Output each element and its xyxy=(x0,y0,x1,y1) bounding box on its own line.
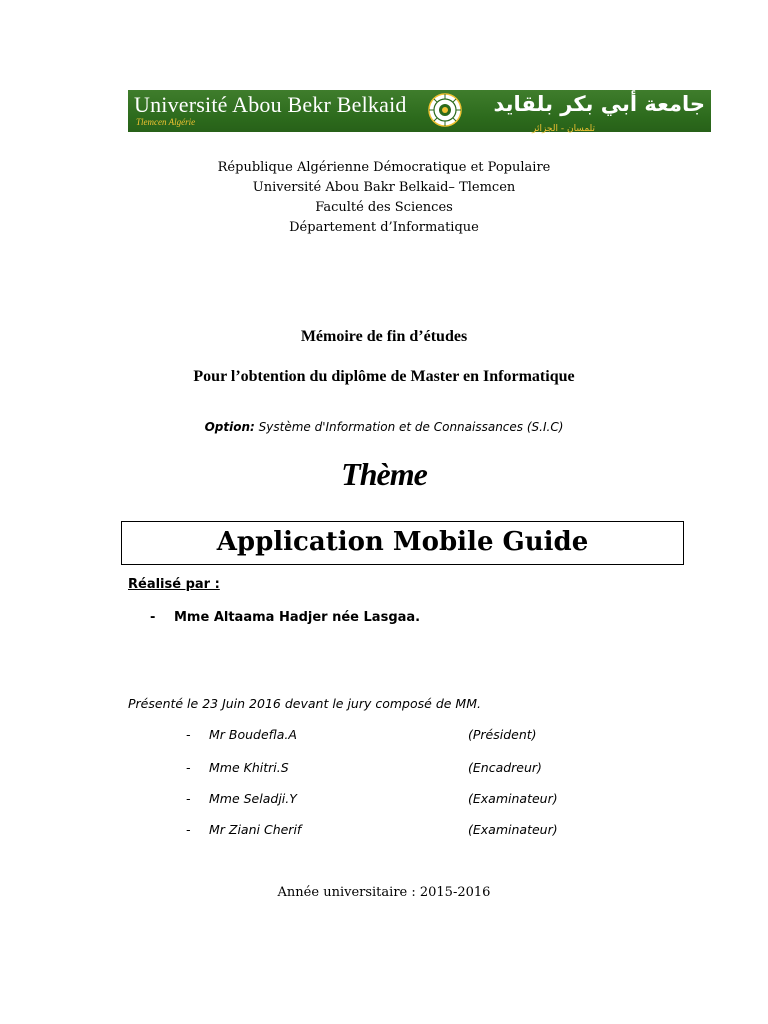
university-seal-icon xyxy=(423,92,467,128)
banner-city-ar: تلمسان - الجزائر xyxy=(532,124,596,134)
banner-university-name-ar: جامعة أبي بكر بلقايد xyxy=(493,92,705,116)
jury-member-role: (Président) xyxy=(468,727,537,742)
institution-line-faculty: Faculté des Sciences xyxy=(315,200,453,215)
institution-line-university: Université Abou Bakr Belkaid– Tlemcen xyxy=(252,180,516,195)
banner-city-fr: Tlemcen Algérie xyxy=(136,117,196,127)
jury-member-name: Mr Ziani Cherif xyxy=(209,822,302,837)
jury-member-role: (Encadreur) xyxy=(468,760,542,775)
memoire-title: Mémoire de fin d’études xyxy=(300,328,468,345)
realise-label: Réalisé par : xyxy=(128,577,220,592)
jury-member-role: (Examinateur) xyxy=(468,822,558,837)
jury-member-role: (Examinateur) xyxy=(468,791,558,806)
memoire-subtitle: Pour l’obtention du diplôme de Master en Informatique xyxy=(193,368,575,385)
jury-bullet: - xyxy=(186,822,191,837)
banner-stripe xyxy=(128,132,711,142)
jury-member-name: Mme Khitri.S xyxy=(209,760,289,775)
jury-bullet: - xyxy=(186,760,191,775)
academic-year: Année universitaire : 2015-2016 xyxy=(277,885,491,900)
jury-bullet: - xyxy=(186,791,191,806)
thesis-title: Application Mobile Guide xyxy=(216,527,589,557)
institution-line-department: Département d’Informatique xyxy=(289,220,479,235)
option-label: Option: xyxy=(204,420,255,434)
thesis-title-box xyxy=(121,521,684,565)
jury-bullet: - xyxy=(186,727,191,742)
option-line xyxy=(0,420,768,434)
banner-university-name-fr: Université Abou Bekr Belkaid xyxy=(134,92,407,117)
jury-member-name: Mme Seladji.Y xyxy=(209,791,297,806)
jury-intro: Présenté le 23 Juin 2016 devant le jury composé de MM. xyxy=(128,696,481,711)
jury-member-name: Mr Boudefla.A xyxy=(209,727,297,742)
institution-line-republic: République Algérienne Démocratique et Populaire xyxy=(217,160,551,175)
author-name: Mme Altaama Hadjer née Lasgaa. xyxy=(174,610,421,625)
author-bullet: - xyxy=(150,610,156,625)
university-banner xyxy=(128,90,711,142)
theme-heading: Thème xyxy=(341,456,427,492)
option-value: Système d'Information et de Connaissances (S.I.C) xyxy=(258,420,564,434)
